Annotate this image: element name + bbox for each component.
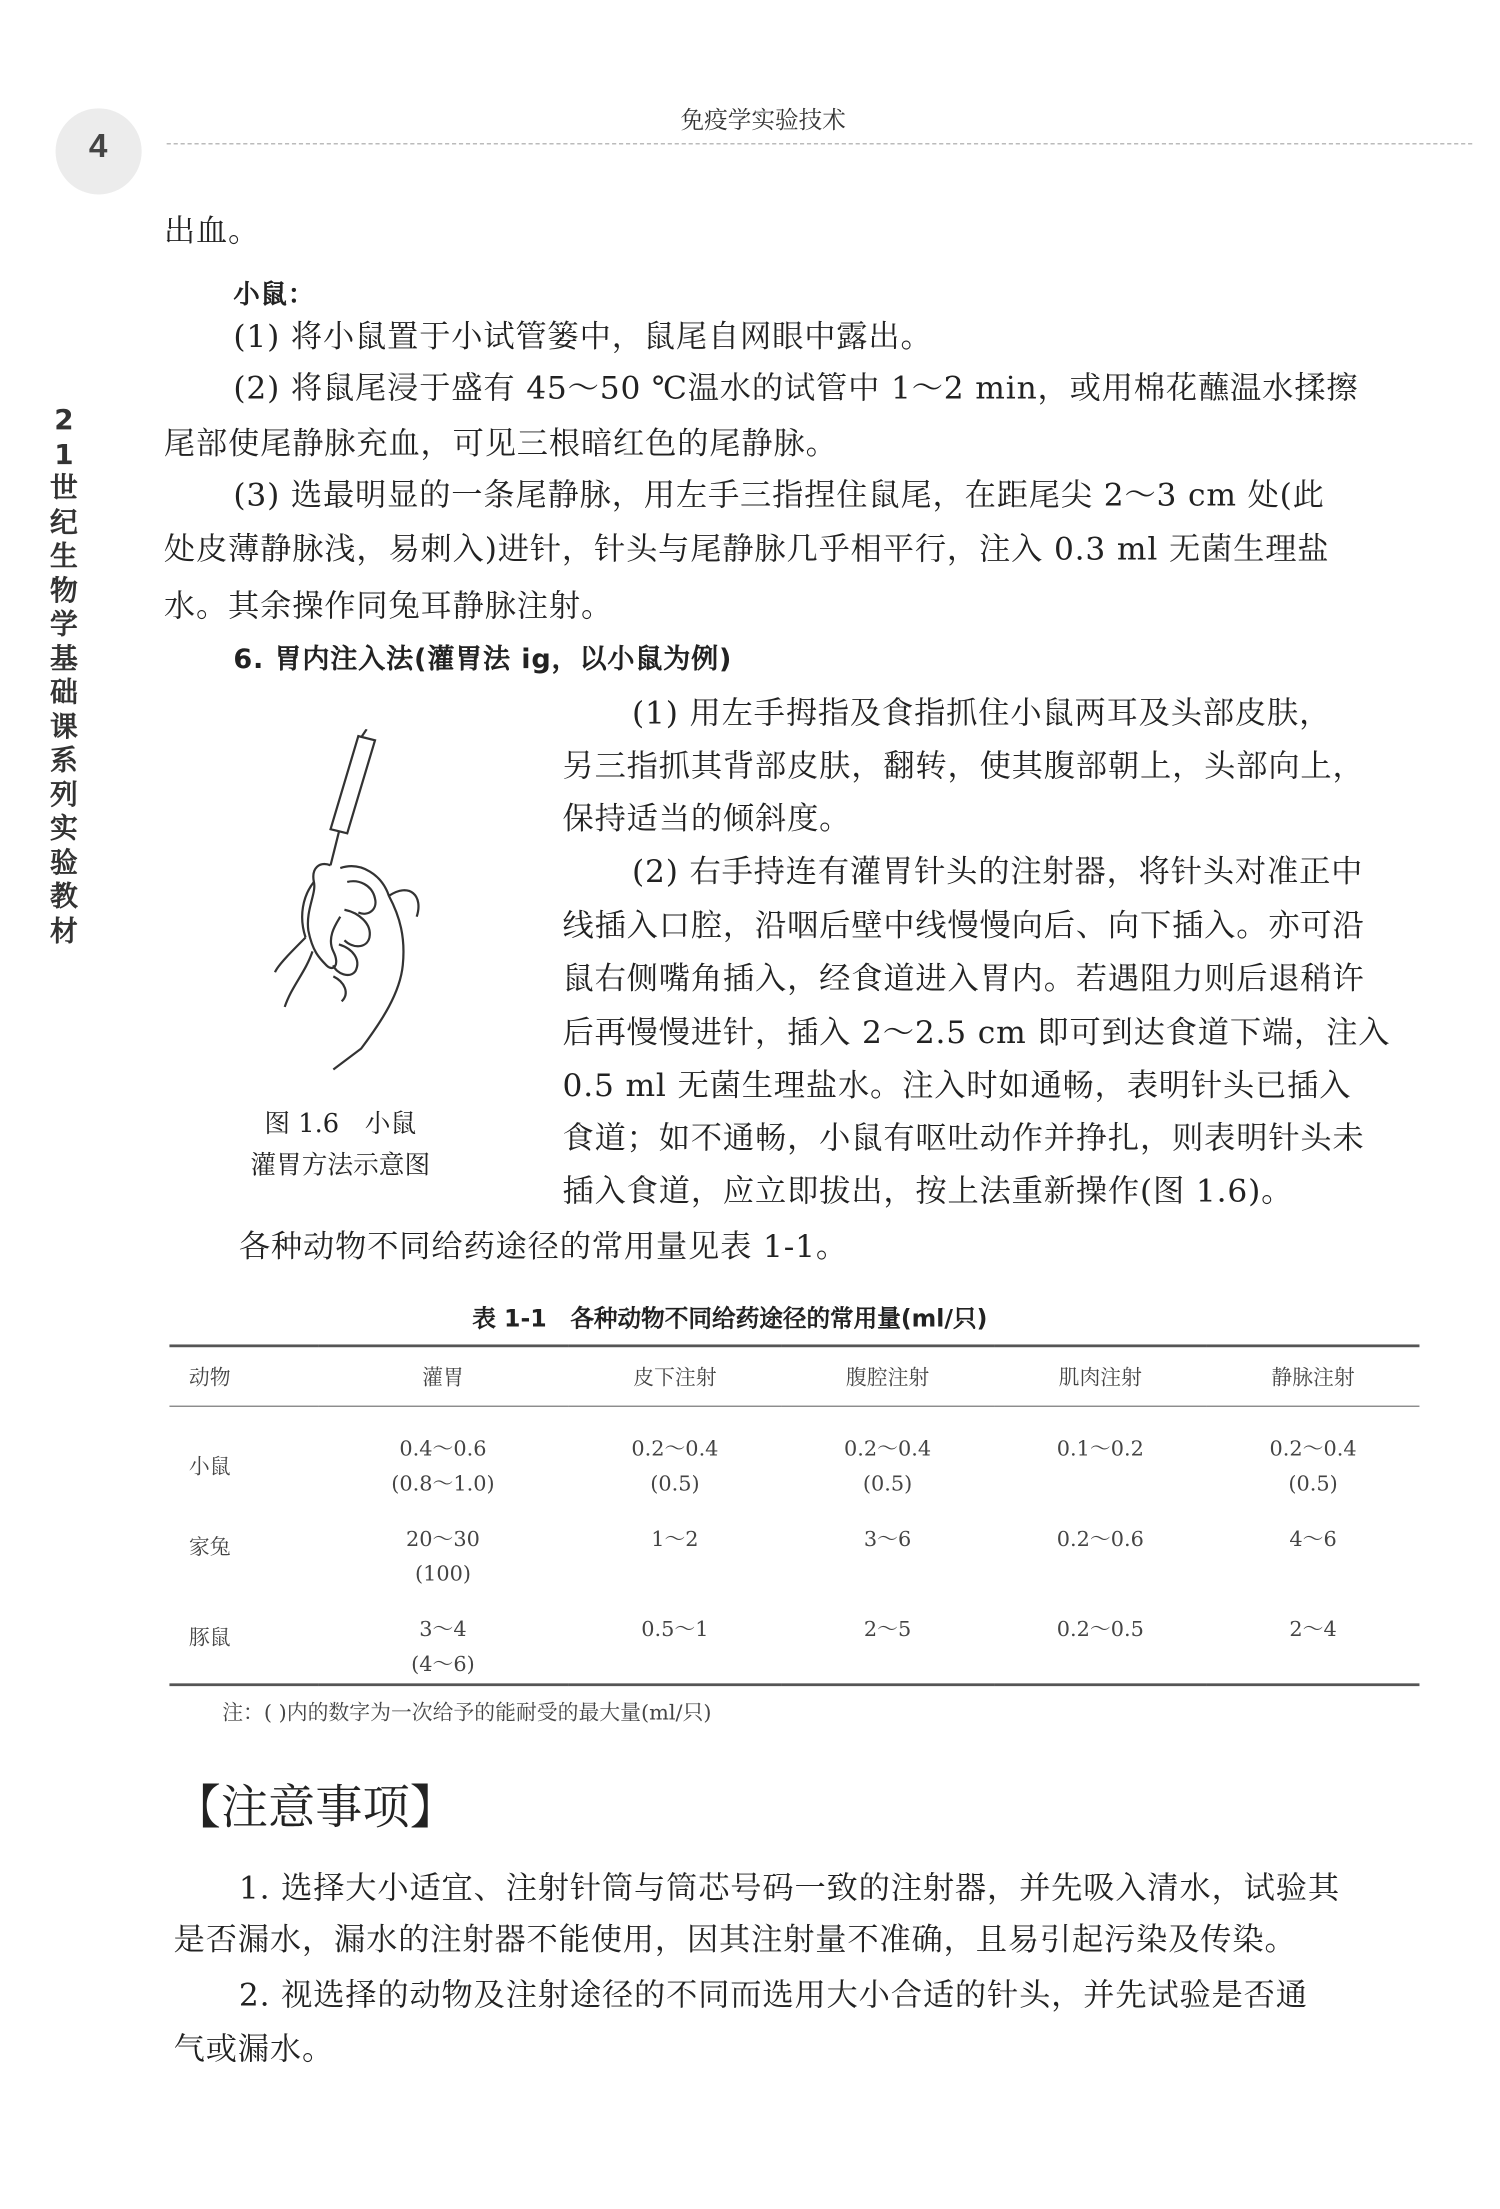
text-line: (3) 选最明显的一条尾静脉，用左手三指捏住鼠尾，在距尾尖 2～3 cm 处(此 (233, 477, 1325, 514)
column-header: 肌肉注射 (994, 1346, 1207, 1406)
table-cell (569, 1503, 782, 1593)
cell-value: 0.2～0.4 (844, 1436, 932, 1462)
text-line: 0.5 ml 无菌生理盐水。注入时如通畅，表明针头已插入 (562, 1068, 1352, 1105)
text-line: (1) 用左手拇指及食指抓住小鼠两耳及头部皮肤， (631, 695, 1332, 732)
cell-value: 2～4 (1289, 1616, 1337, 1642)
text-line: 水。其余操作同兔耳静脉注射。 (163, 588, 614, 626)
cell-max: (0.5) (650, 1470, 700, 1496)
section-heading-notes: 【注意事项】 (173, 1780, 457, 1837)
table-cell (994, 1593, 1207, 1685)
column-header: 皮下注射 (569, 1346, 782, 1406)
animal-cell: 小鼠 (188, 1453, 231, 1479)
text-line: 出血。 (163, 213, 261, 251)
column-header: 动物 (169, 1346, 317, 1406)
text-line: 食道；如不通畅，小鼠有呕吐动作并挣扎，则表明针头未 (562, 1120, 1365, 1157)
table-header-row (169, 1346, 1419, 1406)
text-line: 2. 视选择的动物及注射途径的不同而选用大小合适的针头，并先试验是否通 (238, 1977, 1308, 2014)
text-line: (1) 将小鼠置于小试管篓中，鼠尾自网眼中露出。 (233, 319, 933, 356)
cell-value: 3～6 (863, 1526, 912, 1552)
table-cell (317, 1406, 568, 1503)
section-heading-6: 6. 胃内注入法(灌胃法 ig，以小鼠为例) (233, 643, 733, 676)
cell-value: 0.2～0.6 (1056, 1526, 1144, 1552)
animal-cell: 家兔 (188, 1534, 231, 1560)
table-cell (781, 1593, 994, 1685)
table-cell (1207, 1406, 1420, 1503)
table-cell (1207, 1503, 1420, 1593)
running-header: 免疫学实验技术 (680, 106, 846, 135)
table-cell (994, 1406, 1207, 1503)
cell-value: 0.2～0.4 (1269, 1436, 1357, 1462)
series-title-vertical: 21世纪生物学基础课系列实验教材 (50, 402, 78, 947)
cell-max: (0.8～1.0) (391, 1470, 495, 1496)
text-line: (2) 右手持连有灌胃针头的注射器，将针头对准正中 (631, 854, 1364, 891)
column-header: 灌胃 (317, 1346, 568, 1406)
text-line: 插入食道，应立即拔出，按上法重新操作(图 1.6)。 (562, 1173, 1294, 1210)
text-line: 尾部使尾静脉充血，可见三根暗红色的尾静脉。 (163, 426, 838, 463)
subheading-mouse: 小鼠： (233, 279, 316, 310)
table-row (169, 1593, 1419, 1685)
header-divider (167, 143, 1473, 144)
figure-caption-desc: 灌胃方法示意图 (250, 1151, 431, 1181)
text-line: 后再慢慢进针，插入 2～2.5 cm 即可到达食道下端，注入 (562, 1015, 1391, 1052)
text-line: 各种动物不同给药途径的常用量见表 1-1。 (238, 1229, 848, 1266)
table-title: 表 1-1 各种动物不同给药途径的常用量(ml/只) (472, 1305, 988, 1334)
cell-value: 0.5～1 (641, 1616, 709, 1642)
text-line: 处皮薄静脉浅，易刺入)进针，针头与尾静脉几乎相平行，注入 0.3 ml 无菌生理盐 (163, 531, 1330, 569)
table-row (169, 1503, 1419, 1593)
cell-value: 0.2～0.4 (631, 1436, 719, 1462)
table-cell (994, 1503, 1207, 1593)
cell-max: (0.5) (862, 1470, 913, 1496)
cell-value: 1～2 (651, 1526, 699, 1552)
dosage-table (169, 1344, 1419, 1686)
text-line: 线插入口腔，沿咽后壁中线慢慢向后、向下插入。亦可沿 (562, 908, 1365, 945)
cell-max: (0.5) (1288, 1470, 1338, 1496)
cell-value: 0.2～0.5 (1056, 1616, 1144, 1642)
column-header: 腹腔注射 (781, 1346, 994, 1406)
table-cell (1207, 1593, 1420, 1685)
cell-value: 2～5 (863, 1616, 912, 1642)
cell-value: 20～30 (406, 1526, 480, 1552)
mouse-gavage-illustration (250, 729, 444, 1076)
table-footnote: 注：( )内的数字为一次给予的能耐受的最大量(ml/只) (222, 1700, 712, 1726)
table-row (169, 1406, 1419, 1503)
text-line: 气或漏水。 (173, 2031, 335, 2069)
text-line: (2) 将鼠尾浸于盛有 45～50 ℃温水的试管中 1～2 min，或用棉花蘸温水揉擦 (233, 370, 1359, 407)
table-cell (781, 1503, 994, 1593)
cell-value: 0.4～0.6 (399, 1436, 487, 1462)
text-line: 另三指抓其背部皮肤，翻转，使其腹部朝上，头部向上， (562, 748, 1365, 785)
cell-value: 0.1～0.2 (1056, 1436, 1144, 1462)
cell-value: 3～4 (419, 1616, 467, 1642)
column-header: 静脉注射 (1207, 1346, 1420, 1406)
text-line: 1. 选择大小适宜、注射针筒与筒芯号码一致的注射器，并先吸入清水，试验其 (238, 1870, 1340, 1907)
table-cell (569, 1406, 782, 1503)
figure-caption-title: 图 1.6 小鼠 (264, 1109, 417, 1139)
cell-max: (100) (414, 1561, 471, 1587)
animal-cell: 豚鼠 (169, 1593, 317, 1685)
cell-max: (4～6) (411, 1651, 475, 1677)
table-cell (781, 1406, 994, 1503)
table-cell (569, 1593, 782, 1685)
text-line: 鼠右侧嘴角插入，经食道进入胃内。若遇阻力则后退稍许 (562, 961, 1365, 998)
cell-value: 4～6 (1289, 1526, 1337, 1552)
table-cell (317, 1593, 568, 1685)
table-cell (317, 1503, 568, 1593)
text-line: 保持适当的倾斜度。 (562, 801, 852, 838)
page-number: 4 (88, 127, 108, 166)
text-line: 是否漏水，漏水的注射器不能使用，因其注射量不准确，且易引起污染及传染。 (173, 1922, 1297, 1959)
